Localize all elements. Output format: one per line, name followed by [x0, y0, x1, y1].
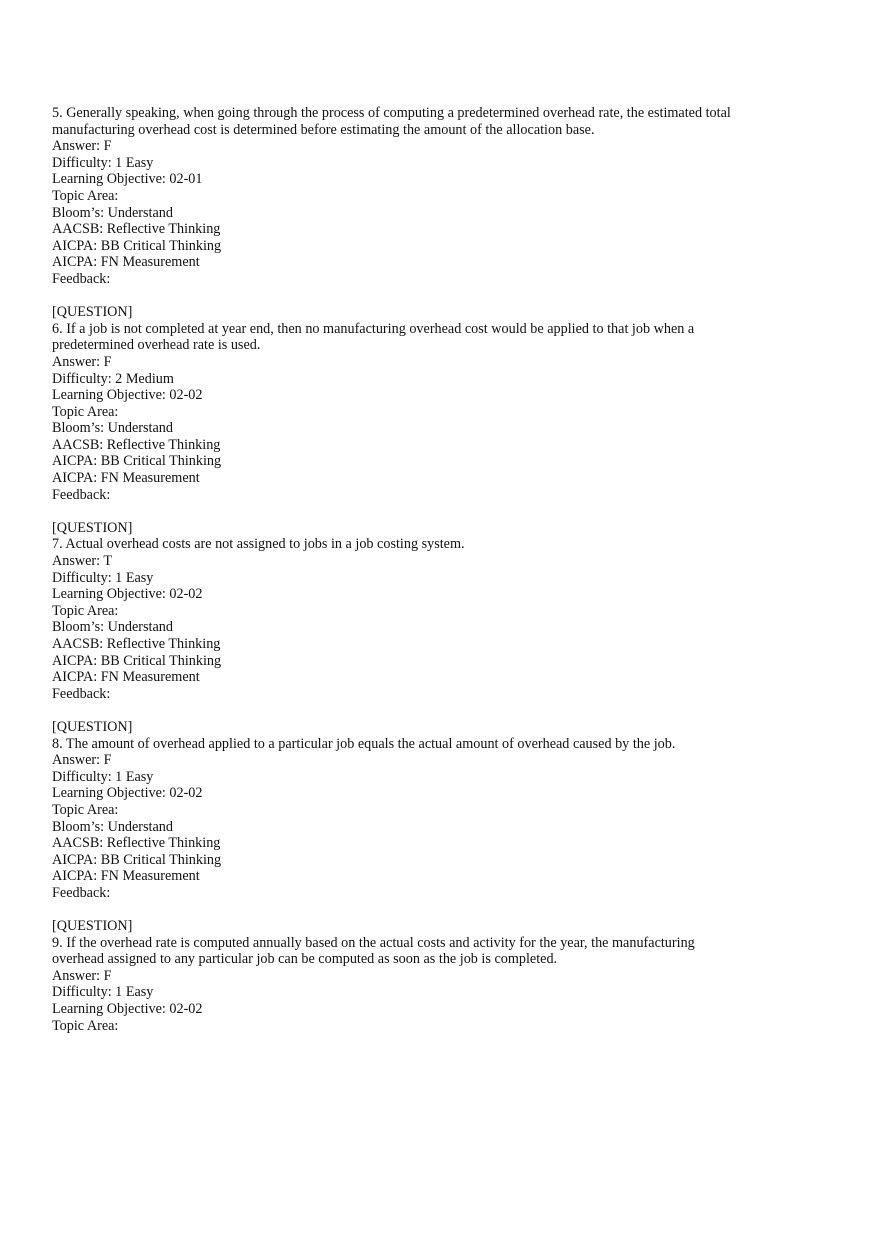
aicpa-bb-tag: AICPA: BB Critical Thinking — [52, 851, 222, 868]
question-stem — [52, 736, 842, 753]
feedback: Feedback: — [52, 486, 111, 503]
question-stem-line: manufacturing overhead cost is determined before estimating the amount of the allocation base. — [52, 121, 595, 138]
aicpa-bb-tag: AICPA: BB Critical Thinking — [52, 652, 222, 669]
aacsb-tag: AACSB: Reflective Thinking — [52, 636, 221, 652]
question-stem — [52, 935, 842, 968]
aacsb-tag: AACSB: Reflective Thinking — [52, 436, 221, 453]
answer: Answer: T — [52, 553, 113, 570]
question-block-8 — [52, 719, 842, 902]
question-marker: [QUESTION] — [52, 718, 133, 735]
answer: Answer: F — [52, 752, 112, 769]
blooms-tag: Bloom’s: Understand — [52, 619, 173, 636]
blooms-tag: Bloom’s: Understand — [52, 420, 173, 437]
difficulty: Difficulty: 1 Easy — [52, 569, 154, 586]
answer: Answer: F — [52, 967, 112, 984]
question-marker: [QUESTION] — [52, 304, 133, 321]
question-block-9 — [52, 918, 842, 1034]
question-stem-line: predetermined overhead rate is used. — [52, 337, 261, 354]
aicpa-bb-tag: AICPA: BB Critical Thinking — [52, 453, 222, 470]
difficulty: Difficulty: 1 Easy — [52, 984, 154, 1001]
question-stem-line: overhead assigned to any particular job can be computed as soon as the job is completed. — [52, 951, 558, 968]
learning-objective: Learning Objective: 02-01 — [52, 171, 203, 188]
aicpa-fn-tag: AICPA: FN Measurement — [52, 470, 200, 487]
question-stem-line: 9. If the overhead rate is computed annually based on the actual costs and activity for the year, the manufacturing — [52, 934, 695, 951]
topic-area: Topic Area: — [52, 187, 119, 204]
learning-objective: Learning Objective: 02-02 — [52, 387, 203, 404]
blooms-tag: Bloom’s: Understand — [52, 204, 173, 221]
question-block-7 — [52, 520, 842, 703]
aicpa-fn-tag: AICPA: FN Measurement — [52, 254, 200, 271]
question-stem-line: 8. The amount of overhead applied to a particular job equals the actual amount of overhead caused by the job. — [52, 735, 676, 752]
answer: Answer: F — [52, 353, 112, 370]
question-stem-line: 6. If a job is not completed at year end, then no manufacturing overhead cost would be applied to that job when a — [52, 320, 695, 337]
topic-area: Topic Area: — [52, 1017, 119, 1034]
question-block-5 — [52, 105, 842, 288]
question-stem — [52, 536, 842, 553]
aicpa-bb-tag: AICPA: BB Critical Thinking — [52, 237, 222, 254]
question-marker: [QUESTION] — [52, 918, 133, 935]
difficulty: Difficulty: 1 Easy — [52, 768, 154, 785]
feedback: Feedback: — [52, 884, 111, 901]
difficulty: Difficulty: 2 Medium — [52, 370, 174, 387]
feedback: Feedback: — [52, 685, 111, 702]
question-stem — [52, 321, 842, 354]
question-stem — [52, 105, 842, 138]
question-stem-line: 5. Generally speaking, when going through the process of computing a predetermined overhead rate, the estimated total — [52, 105, 731, 121]
learning-objective: Learning Objective: 02-02 — [52, 586, 203, 603]
answer: Answer: F — [52, 138, 112, 155]
aacsb-tag: AACSB: Reflective Thinking — [52, 221, 221, 238]
blooms-tag: Bloom’s: Understand — [52, 818, 173, 835]
difficulty: Difficulty: 1 Easy — [52, 154, 154, 171]
topic-area: Topic Area: — [52, 801, 119, 818]
feedback: Feedback: — [52, 270, 111, 287]
learning-objective: Learning Objective: 02-02 — [52, 1001, 203, 1018]
aicpa-fn-tag: AICPA: FN Measurement — [52, 669, 200, 686]
question-marker: [QUESTION] — [52, 519, 133, 536]
topic-area: Topic Area: — [52, 602, 119, 619]
topic-area: Topic Area: — [52, 403, 119, 420]
aacsb-tag: AACSB: Reflective Thinking — [52, 835, 221, 852]
question-stem-line: 7. Actual overhead costs are not assigned to jobs in a job costing system. — [52, 536, 465, 553]
learning-objective: Learning Objective: 02-02 — [52, 785, 203, 802]
aicpa-fn-tag: AICPA: FN Measurement — [52, 868, 200, 885]
document-page — [52, 105, 842, 1034]
question-block-6 — [52, 304, 842, 503]
